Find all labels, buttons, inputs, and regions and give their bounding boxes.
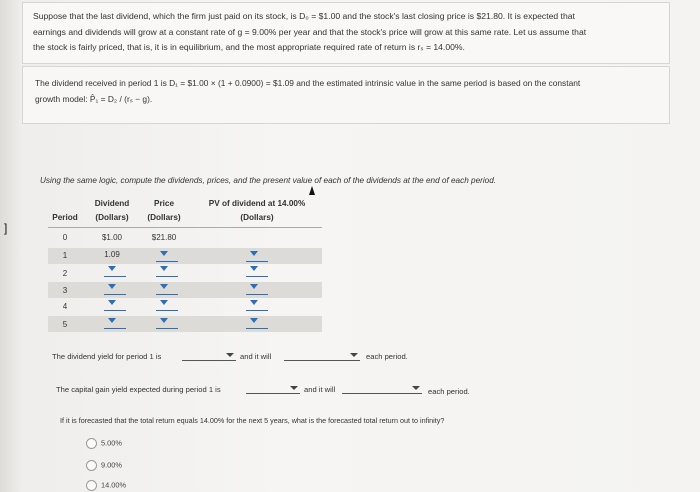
header-price-unit: (Dollars) — [147, 213, 181, 222]
dividend-yield-suffix: each period. — [366, 352, 408, 361]
capital-gain-middle: and it will — [304, 385, 336, 394]
capital-gain-prefix: The capital gain yield expected during period 1 is — [56, 385, 221, 394]
option-9[interactable] — [86, 460, 122, 472]
header-dividend: Dividend — [94, 199, 130, 208]
period-cell: 4 — [62, 302, 68, 311]
mouse-cursor-icon — [309, 186, 315, 195]
header-dividend-unit: (Dollars) — [95, 213, 129, 222]
dividend-select[interactable] — [104, 283, 126, 295]
period-cell: 1 — [62, 251, 68, 260]
option-label: 5.00% — [101, 438, 122, 448]
price-select[interactable] — [156, 265, 178, 277]
problem-line-3: the stock is fairly priced, that is, it is in equilibrium, and the most appropriate required rate of return is rₛ = 14.00%. — [33, 42, 465, 52]
price-select[interactable] — [156, 299, 178, 311]
header-price: Price — [153, 199, 175, 208]
period-cell: 0 — [62, 233, 68, 242]
period-cell: 5 — [62, 320, 68, 329]
window-edge — [0, 0, 22, 492]
period-cell: 3 — [62, 286, 68, 295]
header-period: Period — [52, 213, 78, 222]
dividend-cell: $1.00 — [101, 233, 123, 242]
table-row — [48, 282, 322, 298]
capital-gain-change-dropdown[interactable] — [342, 383, 422, 394]
pv-select[interactable] — [246, 317, 268, 329]
pv-select[interactable] — [246, 299, 268, 311]
dividend-select[interactable] — [104, 299, 126, 311]
example-box — [22, 66, 670, 124]
problem-statement — [22, 2, 670, 64]
dividend-select[interactable] — [104, 265, 126, 277]
chevron-down-icon — [412, 386, 420, 390]
header-pv: PV of dividend at 14.00% — [208, 199, 306, 208]
radio-button[interactable] — [86, 438, 97, 449]
chevron-down-icon — [290, 386, 298, 390]
option-5[interactable] — [86, 438, 122, 450]
total-return-question: If it is forecasted that the total return equals 14.00% for the next 5 years, what is the forecasted total return out to infinity? — [60, 416, 445, 425]
dividend-yield-change-dropdown[interactable] — [284, 350, 360, 361]
capital-gain-dropdown[interactable] — [246, 383, 300, 394]
pv-select[interactable] — [246, 250, 268, 262]
pv-select[interactable] — [246, 265, 268, 277]
example-line-1: The dividend received in period 1 is D₁ = $1.00 × (1 + 0.0900) = $1.09 and the estimated intrinsic value in the same period is based on the constant — [35, 78, 581, 88]
problem-line-1: Suppose that the last dividend, which the firm just paid on its stock, is D₀ = $1.00 and the stock's last closing price is $21.80. It is expected that — [33, 11, 575, 21]
table-row — [48, 316, 322, 332]
problem-line-2: earnings and dividends will grow at a constant rate of g = 9.00% per year and that the stock's price will grow at this same rate. Let us assume that — [33, 26, 587, 37]
option-label: 9.00% — [101, 460, 122, 470]
header-pv-unit: (Dollars) — [240, 213, 274, 222]
price-select[interactable] — [156, 317, 178, 329]
radio-button[interactable] — [86, 460, 97, 471]
pv-select[interactable] — [246, 283, 268, 295]
header-divider — [48, 227, 322, 228]
price-select[interactable] — [156, 250, 178, 262]
dividend-cell: 1.09 — [104, 250, 120, 259]
dividend-select[interactable] — [104, 317, 126, 329]
dividend-yield-prefix: The dividend yield for period 1 is — [52, 352, 162, 361]
dividend-yield-middle: and it will — [240, 352, 272, 361]
dividend-yield-dropdown[interactable] — [182, 350, 236, 361]
period-cell: 2 — [62, 269, 68, 278]
example-line-2: growth model: P̂₁ = D₂ / (rₛ − g). — [35, 94, 153, 104]
bracket-icon: ] — [4, 221, 8, 235]
chevron-down-icon — [350, 353, 358, 357]
chevron-down-icon — [226, 353, 234, 357]
option-label: 14.00% — [101, 480, 127, 490]
option-14[interactable] — [86, 480, 126, 492]
instructions: Using the same logic, compute the dividends, prices, and the present value of each of the dividends at the end of each period. — [40, 176, 497, 185]
radio-button[interactable] — [86, 480, 97, 491]
price-select[interactable] — [156, 283, 178, 295]
capital-gain-suffix: each period. — [428, 387, 470, 396]
price-cell: $21.80 — [151, 233, 177, 242]
